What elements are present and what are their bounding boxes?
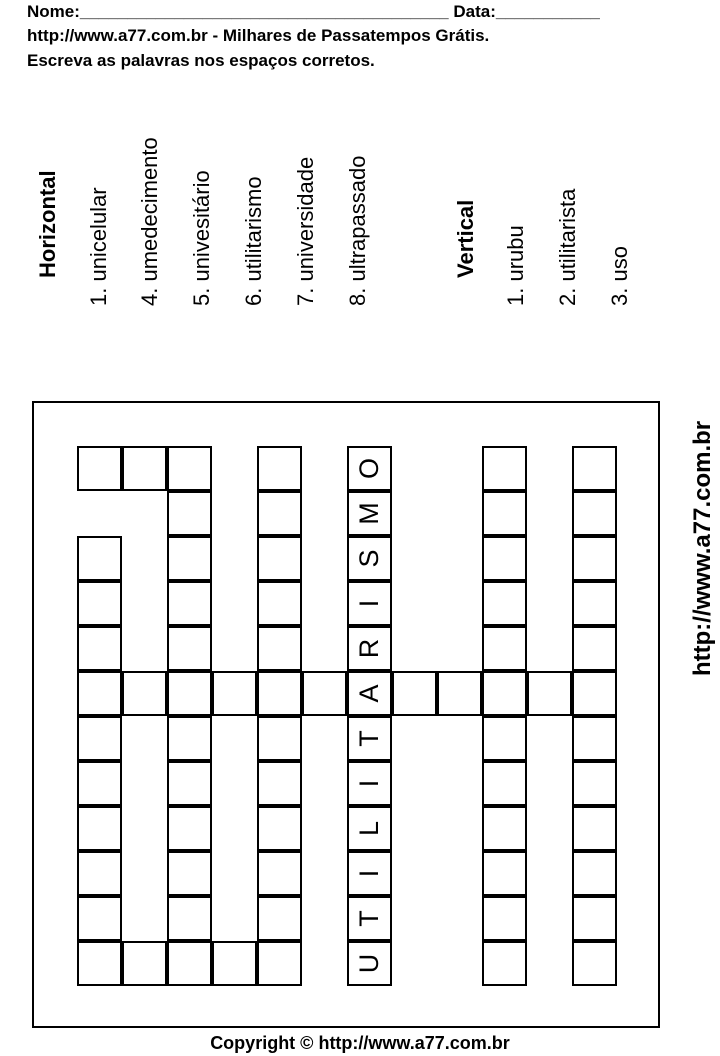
site-url-line: http://www.a77.com.br - Milhares de Passatempos Grátis. (27, 26, 490, 45)
grid-cell[interactable] (167, 671, 212, 716)
clue-horizontal-6: 6. utilitarismo (241, 176, 266, 306)
filled-letter: L (354, 820, 384, 837)
horizontal-title: Horizontal (35, 170, 60, 278)
grid-cell[interactable] (482, 761, 527, 806)
filled-letter: I (354, 599, 384, 608)
grid-cell[interactable] (482, 536, 527, 581)
clue-vertical-3: 3. uso (607, 246, 632, 306)
grid-cell[interactable] (122, 941, 167, 986)
filled-letter: R (354, 638, 384, 659)
filled-letter: T (354, 730, 384, 747)
grid-cell[interactable] (572, 806, 617, 851)
grid-cell[interactable] (572, 761, 617, 806)
grid-cell[interactable] (167, 896, 212, 941)
clue-vertical-1: 1. urubu (503, 225, 528, 306)
grid-cell[interactable] (77, 536, 122, 581)
grid-cell[interactable] (77, 941, 122, 986)
clue-horizontal-4: 4. umedecimento (137, 137, 162, 306)
grid-cell[interactable] (77, 716, 122, 761)
grid-cell[interactable] (572, 896, 617, 941)
filled-letter: M (354, 502, 384, 525)
grid-cell[interactable] (257, 446, 302, 491)
grid-cell[interactable] (77, 896, 122, 941)
instruction-line: Escreva as palavras nos espaços corretos. (27, 51, 375, 70)
clue-horizontal-8: 8. ultrapassado (345, 155, 370, 306)
grid-cell[interactable] (77, 626, 122, 671)
grid-cell[interactable] (77, 761, 122, 806)
grid-cell[interactable] (257, 896, 302, 941)
name-date-line: Nome:_______________________________________ Data:___________ (27, 2, 600, 21)
grid-cell[interactable] (167, 491, 212, 536)
grid-cell[interactable] (482, 581, 527, 626)
grid-cell[interactable] (572, 626, 617, 671)
side-url: http://www.a77.com.br (689, 420, 716, 676)
grid-cell[interactable] (572, 851, 617, 896)
grid-cell[interactable] (482, 446, 527, 491)
grid-cell[interactable] (77, 581, 122, 626)
grid-cell[interactable] (77, 446, 122, 491)
grid-cell[interactable] (257, 671, 302, 716)
filled-letter: A (354, 684, 384, 703)
grid-cell[interactable] (122, 446, 167, 491)
grid-cell[interactable] (302, 671, 347, 716)
grid-cell[interactable] (167, 941, 212, 986)
grid-cell[interactable] (482, 491, 527, 536)
grid-cell[interactable] (167, 716, 212, 761)
filled-letter: O (354, 458, 384, 480)
grid-cell[interactable] (572, 581, 617, 626)
clue-horizontal-5: 5. univesitário (189, 170, 214, 306)
clue-vertical-2: 2. utilitarista (555, 188, 580, 306)
grid-cell[interactable] (572, 941, 617, 986)
grid-cell[interactable] (482, 896, 527, 941)
filled-letter: I (354, 779, 384, 788)
grid-cell[interactable] (122, 671, 167, 716)
copyright-footer: Copyright © http://www.a77.com.br (210, 1033, 510, 1053)
grid-cell[interactable] (482, 716, 527, 761)
filled-letter: U (354, 953, 384, 974)
grid-cell[interactable] (572, 671, 617, 716)
grid-cell[interactable] (257, 491, 302, 536)
grid-cell[interactable] (257, 626, 302, 671)
grid-cell[interactable] (572, 446, 617, 491)
vertical-title: Vertical (453, 199, 478, 278)
grid-cell[interactable] (572, 536, 617, 581)
filled-letter: I (354, 869, 384, 878)
grid-cell[interactable] (257, 581, 302, 626)
grid-cell[interactable] (482, 806, 527, 851)
grid-cell[interactable] (257, 716, 302, 761)
grid-cell[interactable] (482, 671, 527, 716)
grid-cell[interactable] (77, 851, 122, 896)
grid-cell[interactable] (482, 941, 527, 986)
grid-cell[interactable] (77, 671, 122, 716)
grid-cell[interactable] (167, 536, 212, 581)
filled-letter: S (354, 549, 384, 568)
grid-cell[interactable] (257, 806, 302, 851)
grid-cell[interactable] (257, 536, 302, 581)
grid-cell[interactable] (482, 851, 527, 896)
grid-cell[interactable] (167, 806, 212, 851)
grid-cell[interactable] (527, 671, 572, 716)
grid-cell[interactable] (572, 491, 617, 536)
grid-cell[interactable] (167, 626, 212, 671)
grid-cell[interactable] (392, 671, 437, 716)
grid-cell[interactable] (167, 446, 212, 491)
grid-cell[interactable] (482, 626, 527, 671)
grid-cell[interactable] (572, 716, 617, 761)
grid-cell[interactable] (257, 761, 302, 806)
grid-cell[interactable] (212, 671, 257, 716)
clue-horizontal-7: 7. universidade (293, 156, 318, 306)
clue-horizontal-1: 1. unicelular (86, 187, 111, 306)
grid-cell[interactable] (437, 671, 482, 716)
grid-cell[interactable] (167, 851, 212, 896)
grid-cell[interactable] (212, 941, 257, 986)
filled-letter: T (354, 910, 384, 927)
grid-cell[interactable] (167, 761, 212, 806)
grid-cell[interactable] (167, 581, 212, 626)
grid-cell[interactable] (257, 851, 302, 896)
grid-cell[interactable] (77, 806, 122, 851)
grid-cell[interactable] (257, 941, 302, 986)
